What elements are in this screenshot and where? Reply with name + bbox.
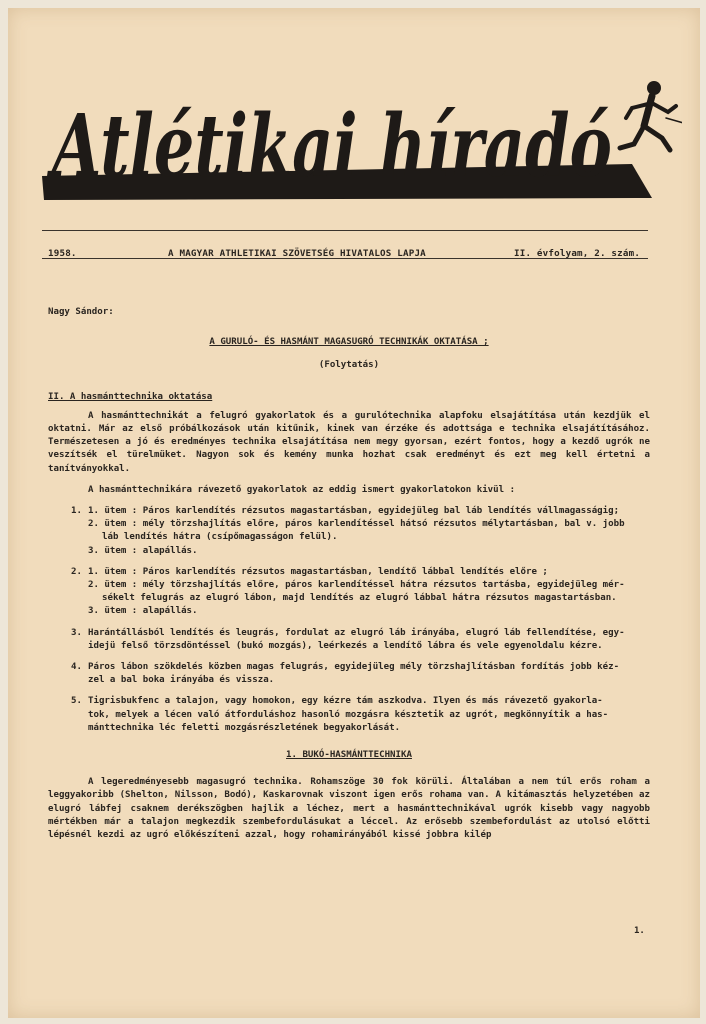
newsletter-page [8, 8, 700, 1018]
item-number: 4. [71, 662, 82, 673]
masthead-logo [32, 68, 682, 218]
item-line: láb lendítés hátra (csípőmagasságon felül). [102, 532, 338, 543]
item-number: 1. [71, 506, 82, 517]
article-body [48, 306, 650, 850]
paragraph: A legeredményesebb magasugró technika. Rohamszöge 30 fok körüli. Általában a nem túl erős roham a leggyakoribb (Shelton, Nilsson, Bodó), Kaskarovnak viszont igen erős rohama van. A kitámasztás helyzetében az elugró lábfej csaknem derékszögben hajlik a léchez, mert a hasmánttechnikával ugrók kisebb vagy nagyobb mértékben már a talajon megkezdik szembefordulásukat a léccel. Az erősebb szembefordulást az utolsó előtti lépésnél kezdi az ugró előkészíteni azzal, hogy rohamirányából kissé jobbra kilép [48, 777, 650, 841]
issue-year: 1958. [48, 248, 77, 259]
item-line: 3. ütem : alapállás. [88, 545, 198, 556]
item-line: Páros lábon szökdelés közben magas felugrás, egyidejüleg mély törzshajlításban fordítás jobb kéz- [88, 662, 620, 673]
subsection-heading: 1. BUKÓ-HASMÁNTTECHNIKA [286, 750, 412, 761]
article-title: A GURULÓ- ÉS HASMÁNT MAGASUGRÓ TECHNIKÁK OKTATÁSA ; [209, 337, 489, 348]
item-number: 3. [71, 627, 82, 638]
item-line: 1. ütem : Páros karlendítés rézsutos magastartásban, lendítő lábbal lendítés előre ; [88, 566, 548, 577]
article-author: Nagy Sándor: [48, 307, 114, 317]
header-rule-top [42, 230, 648, 231]
exercises-intro: A hasmánttechnikára rávezető gyakorlatok az eddig ismert gyakorlatokon kivül : [88, 484, 516, 495]
list-item [48, 505, 650, 558]
item-line: 1. ütem : Páros karlendítés rézsutos magastartásban, egyidejüleg bal láb lendítés vállmagasságig; [88, 506, 620, 517]
masthead-title: Atlétikai híradó [46, 96, 613, 197]
item-line: idejü felső törzsdöntéssel (bukó mozgás), leérkezés a lendítő lábra és vele egyenoldalu kézre. [88, 640, 603, 651]
item-number: 2. [71, 566, 82, 577]
list-item [48, 661, 650, 687]
publisher-line: A MAGYAR ATHLETIKAI SZÖVETSÉG HIVATALOS LAPJA [168, 248, 426, 259]
item-line: 3. ütem : alapállás. [88, 606, 198, 617]
item-line: mánttechnika léc feletti mozgásrészletének begyakorlását. [88, 722, 401, 733]
list-item [48, 627, 650, 653]
item-line: tok, melyek a lécen való átforduláshoz hasonló mozgásra késztetik az ugrót, megkönnyítik a has- [88, 709, 609, 720]
item-line: zel a bal boka irányába és vissza. [88, 675, 275, 686]
section-heading: II. A hasmánttechnika oktatása [48, 391, 213, 402]
list-item [48, 566, 650, 619]
item-line: 2. ütem : mély törzshajlítás előre, páros karlendítéssel hátsó rézsutos mélytartásban, bal v. jobb [88, 519, 625, 530]
article-subtitle: (Folytatás) [318, 360, 380, 371]
paragraph: A hasmánttechnikát a felugró gyakorlatok és a gurulótechnika alapfoku elsajátítása után kezdjük el oktatni. Már az első próbálkozások után kitűnik, kinek van érzéke és adottsága e technika elsajátításához. Természetesen a jó és eredményes technika elsajátítása nem megy gyorsan, ezért fontos, hogy a kezdő ugrók ne veszítsék el türelmüket. Nagyon sok és kemény munka hozhat csak eredményt és ezt meg kell értetni a tanítványokkal. [48, 410, 650, 474]
runner-icon [620, 81, 682, 150]
issue-number: II. évfolyam, 2. szám. [514, 248, 641, 259]
exercise-list [48, 505, 650, 735]
issue-info-row [48, 244, 648, 264]
list-item [48, 695, 650, 735]
header-rule-bottom [42, 258, 648, 259]
page-number: 1. [634, 926, 645, 936]
item-line: 2. ütem : mély törzshajlítás előre, páros karlendítéssel hátra rézsutos tartásba, egyidejüleg mér- [88, 580, 625, 591]
masthead [32, 68, 682, 218]
item-number: 5. [71, 696, 82, 707]
item-line: Harántállásból lendítés és leugrás, fordulat az elugró láb irányába, elugró láb fellendítése, egy- [88, 627, 625, 638]
item-line: Tigrisbukfenc a talajon, vagy homokon, egy kézre tám aszkodva. Ilyen és más rávezető gyakorla- [88, 696, 603, 707]
item-line: sékelt felugrás az elugró lábon, majd lendítés az elugró lábbal hátra rézsutos magastartásban. [102, 593, 617, 604]
